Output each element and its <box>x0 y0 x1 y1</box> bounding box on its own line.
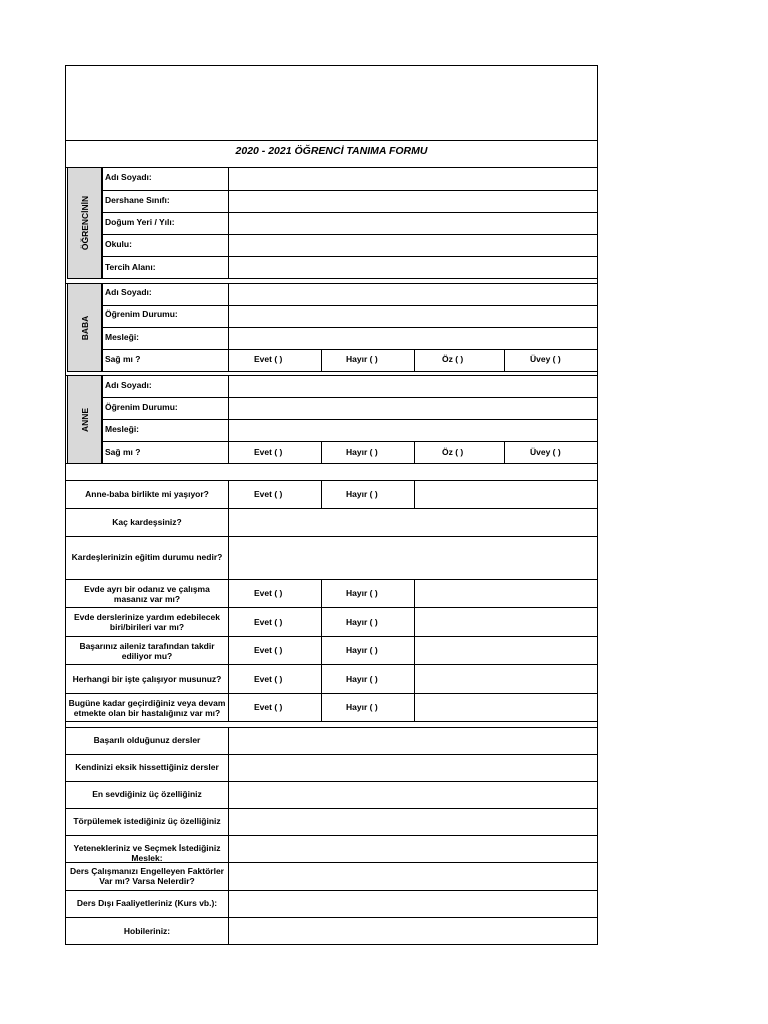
working-yes-option[interactable]: Evet ( ) <box>254 674 283 684</box>
student-info-form <box>65 65 598 945</box>
question-weak-subjects: Kendinizi eksik hissettiğiniz dersler <box>75 762 219 772</box>
divider <box>414 349 415 371</box>
question-traits-to-improve: Törpülemek istediğiniz üç özelliğiniz <box>73 816 221 826</box>
weak-subjects-field[interactable] <box>229 755 597 780</box>
divider <box>65 463 598 464</box>
student-school-field[interactable] <box>229 235 597 255</box>
appreciation-no-option[interactable]: Hayır ( ) <box>346 645 378 655</box>
question-illness: Bugüne kadar geçirdiğiniz veya devam etmekte olan bir hastalığınız var mı? <box>68 698 226 718</box>
divider <box>414 441 415 463</box>
father-yes-option[interactable]: Evet ( ) <box>254 354 283 364</box>
own-room-no-option[interactable]: Hayır ( ) <box>346 588 378 598</box>
divider <box>102 167 103 279</box>
divider <box>102 349 598 350</box>
question-favorite-traits: En sevdiğiniz üç özelliğiniz <box>92 789 202 799</box>
father-no-option[interactable]: Hayır ( ) <box>346 354 378 364</box>
question-own-room: Evde ayrı bir odanız ve çalışma masanız var mı? <box>84 584 210 604</box>
together-no-option[interactable]: Hayır ( ) <box>346 489 378 499</box>
father-step-option[interactable]: Üvey ( ) <box>530 354 561 364</box>
divider <box>414 579 415 721</box>
divider <box>102 441 598 442</box>
father-job-label: Mesleği: <box>105 332 140 342</box>
illness-yes-option[interactable]: Evet ( ) <box>254 702 283 712</box>
divider <box>65 636 598 637</box>
divider <box>102 278 598 279</box>
mother-name-field[interactable] <box>229 376 597 396</box>
student-name-field[interactable] <box>229 168 597 189</box>
divider <box>504 349 505 371</box>
mother-step-option[interactable]: Üvey ( ) <box>530 447 561 457</box>
question-family-appreciation: Başarınız aileniz tarafından takdir ediliyor mu? <box>79 641 215 661</box>
question-siblings: Kaç kardeşsiniz? <box>112 517 182 527</box>
together-yes-option[interactable]: Evet ( ) <box>254 489 283 499</box>
illness-no-option[interactable]: Hayır ( ) <box>346 702 378 712</box>
father-section-label: BABA <box>67 283 102 372</box>
mother-education-field[interactable] <box>229 398 597 418</box>
student-birth-label: Doğum Yeri / Yılı: <box>105 217 175 227</box>
question-working: Herhangi bir işte çalışıyor musunuz? <box>72 674 222 684</box>
student-birth-field[interactable] <box>229 213 597 233</box>
form-title: 2020 - 2021 ÖĞRENCİ TANIMA FORMU <box>235 145 428 157</box>
question-together: Anne-baba birlikte mi yaşıyor? <box>85 489 209 499</box>
mother-yes-option[interactable]: Evet ( ) <box>254 447 283 457</box>
mother-job-field[interactable] <box>229 420 597 440</box>
divider <box>65 607 598 608</box>
working-no-option[interactable]: Hayır ( ) <box>346 674 378 684</box>
own-room-yes-option[interactable]: Evet ( ) <box>254 588 283 598</box>
divider <box>65 693 598 694</box>
father-education-label: Öğrenim Durumu: <box>105 309 178 319</box>
divider <box>65 721 598 722</box>
hobbies-field[interactable] <box>229 918 597 944</box>
student-section-label: ÖĞRENCİNİN <box>67 167 102 279</box>
question-siblings-education: Kardeşlerinizin eğitim durumu nedir? <box>71 552 223 562</box>
student-school-label: Okulu: <box>105 239 132 249</box>
student-class-field[interactable] <box>229 191 597 211</box>
question-strong-subjects: Başarılı olduğunuz dersler <box>93 735 201 745</box>
mother-no-option[interactable]: Hayır ( ) <box>346 447 378 457</box>
homework-help-yes-option[interactable]: Evet ( ) <box>254 617 283 627</box>
question-extracurricular: Ders Dışı Faaliyetleriniz (Kurs vb.): <box>76 898 218 908</box>
study-obstacles-field[interactable] <box>229 863 597 889</box>
divider <box>102 371 598 372</box>
question-talents-career: Yetenekleriniz ve Seçmek İstediğiniz Meslek: <box>73 843 221 863</box>
talents-career-field[interactable] <box>229 836 597 861</box>
father-name-field[interactable] <box>229 284 597 304</box>
strong-subjects-field[interactable] <box>229 728 597 753</box>
divider <box>65 140 598 141</box>
father-own-option[interactable]: Öz ( ) <box>442 354 464 364</box>
father-alive-label: Sağ mı ? <box>105 354 141 364</box>
question-homework-help: Evde derslerinize yardım edebilecek biri/birileri var mı? <box>74 612 220 632</box>
student-preference-label: Tercih Alanı: <box>105 262 156 272</box>
divider <box>65 664 598 665</box>
student-preference-field[interactable] <box>229 257 597 277</box>
appreciation-yes-option[interactable]: Evet ( ) <box>254 645 283 655</box>
student-class-label: Dershane Sınıfı: <box>105 195 170 205</box>
divider <box>321 349 322 371</box>
father-name-label: Adı Soyadı: <box>105 287 152 297</box>
traits-to-improve-field[interactable] <box>229 809 597 834</box>
father-education-field[interactable] <box>229 306 597 326</box>
student-name-label: Adı Soyadı: <box>105 172 152 182</box>
mother-job-label: Mesleği: <box>105 424 140 434</box>
mother-alive-label: Sağ mı ? <box>105 447 141 457</box>
divider <box>321 480 322 508</box>
extracurricular-field[interactable] <box>229 891 597 916</box>
divider <box>321 441 322 463</box>
mother-name-label: Adı Soyadı: <box>105 380 152 390</box>
divider <box>504 441 505 463</box>
siblings-field[interactable] <box>229 509 597 535</box>
siblings-education-field[interactable] <box>229 537 597 578</box>
mother-education-label: Öğrenim Durumu: <box>105 402 178 412</box>
divider <box>65 579 598 580</box>
homework-help-no-option[interactable]: Hayır ( ) <box>346 617 378 627</box>
mother-own-option[interactable]: Öz ( ) <box>442 447 464 457</box>
favorite-traits-field[interactable] <box>229 782 597 807</box>
question-hobbies: Hobileriniz: <box>123 926 171 936</box>
mother-section-label: ANNE <box>67 375 102 464</box>
divider <box>321 579 322 721</box>
divider <box>414 480 415 508</box>
father-job-field[interactable] <box>229 328 597 348</box>
question-study-obstacles: Ders Çalışmanızı Engelleyen Faktörler Var mı? Varsa Nelerdir? <box>69 866 224 886</box>
divider <box>65 480 598 481</box>
